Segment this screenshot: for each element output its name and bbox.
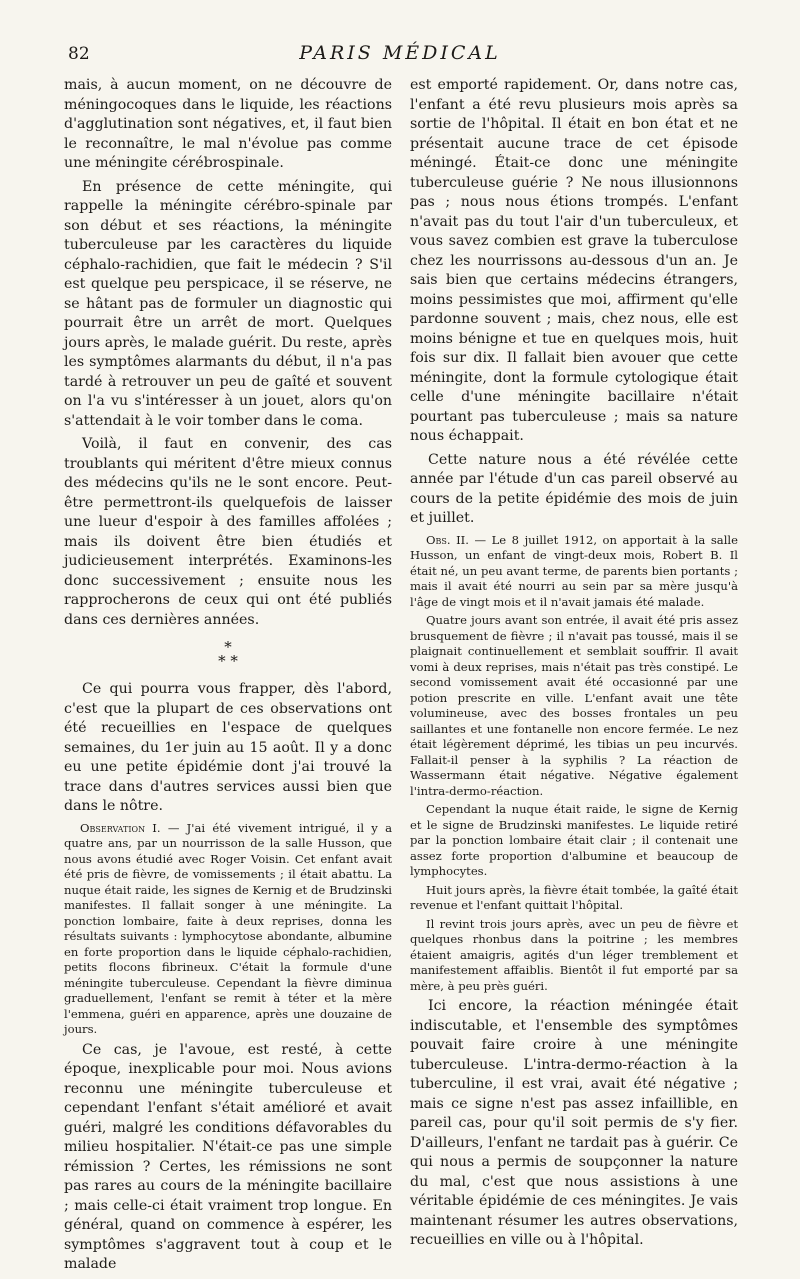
- right-column: [410, 76, 738, 1255]
- observation-paragraph: Cependant la nuque était raide, le signe de Kernig et le signe de Brudzinski manifestes. Le liquide retiré par la ponction lombaire était clair ; il contenait une assez forte proportion d'albumine et beaucoup de lymphocytes.: [410, 802, 738, 878]
- observation-paragraph: Quatre jours avant son entrée, il avait été pris assez brusquement de fièvre ; il n'avait pas toussé, mais il se plaignait continuellement et semblait souffrir. Il avait vomi à deux reprises, mais n'était pas très constipé. Le second vomissement avait été occasionné par une potion prescrite en ville. L'enfant avait une tête volumineuse, avec des bosses frontales un peu saillantes et une fontanelle non encore fermée. Le nez était légèrement déprimé, les tibias un peu incurvés. Fallait-il penser à la syphilis ? La réaction de Wassermann était négative. Négative également l'intra-dermo-réaction.: [410, 613, 738, 798]
- paragraph: Ce cas, je l'avoue, est resté, à cette époque, inexplicable pour moi. Nous avions reconnu une méningite tuberculeuse et cependant l'enfant s'était amélioré et avait guéri, malgré les conditions défavorables du milieu hospitalier. N'était-ce pas une simple rémission ? Certes, les rémissions ne sont pas rares au cours de la méningite bacillaire ; mais celle-ci était vraiment trop longue. En général, quand on commence à espérer, les symptômes s'aggravent tout à coup et le malade: [64, 1041, 392, 1272]
- paragraph: Ce qui pourra vous frapper, dès l'abord, c'est que la plupart de ces observations ont été recueillies en l'espace de quelques semaines, du 1er juin au 15 août. Il y a donc eu une petite épidémie dont j'ai trouvé la trace dans d'autres services aussi bien que dans le nôtre.: [64, 681, 392, 814]
- observation-paragraph: Il revint trois jours après, avec un peu de fièvre et quelques rhonbus dans la poitrine ; les membres étaient amaigris, agités d'un léger tremblement et manifestement affaiblis. Bientôt il fut emporté par sa mère, à peu près guéri.: [410, 916, 738, 993]
- paragraph: Voilà, il faut en convenir, des cas troublants qui méritent d'être mieux connus des médecins qu'ils ne le sont encore. Peut-être permettront-ils quelquefois de laisser une lueur d'espoir à des familles affolées ; mais ils doivent être bien étudiés et judicieusement interprétés. Examinons-les donc successivement ; ensuite nous les rapprocherons de ceux qui ont été publiés dans ces dernières années.: [64, 436, 392, 628]
- separator-stars: * *: [218, 652, 238, 670]
- paragraph: En présence de cette méningite, qui rappelle la méningite cérébro-spinale par son début et ses réactions, la méningite tuberculeuse par les caractères du liquide céphalo-rachidien, que fait le médecin ? S'il est quelque peu perspicace, il se réserve, ne se hâtant pas de formuler un diagnostic qui pourrait être un arrêt de mort. Quelques jours après, le malade guérit. Du reste, après les symptômes alarmants du début, il n'a pas tardé à retrouver un peu de gaîté et souvent on l'a vu s'intéresser à un jouet, alors qu'on s'attendait à le voir tomber dans le coma.: [64, 178, 392, 429]
- observation-text: — Le 8 juillet 1912, on apportait à la salle Husson, un enfant de vingt-deux mois, Robert B. Il était né, un peu avant terme, de parents bien portants ; mais il avait été nourri au sein par sa mère jusqu'à l'âge de vingt mois et il n'avait jamais été malade.: [410, 532, 738, 609]
- observation-2: [410, 533, 738, 611]
- paragraph: est emporté rapidement. Or, dans notre cas, l'enfant a été revu plusieurs mois après sa sortie de l'hôpital. Il était en bon état et ne présentait aucune trace de cet épisode méningé. Était-ce donc une méningite tuberculeuse guérie ? Ne nous illusionnons pas ; nous nous étions trompés. L'enfant n'avait pas du tout l'air d'un tuberculeux, et vous savez combien est grave la tuberculose chez les nourrissons au-dessous d'un an. Je sais bien que certains médecins étrangers, moins pessimistes que moi, affirment qu'elle pardonne souvent ; mais, chez nous, elle est moins bénigne et tue en quelques mois, huit fois sur dix. Il fallait bien avouer que cette méningite, dont la formule cytologique était celle d'une méningite bacillaire n'était pourtant pas tuberculeuse ; mais sa nature nous échappait.: [410, 77, 738, 444]
- paragraph: mais, à aucun moment, on ne découvre de méningocoques dans le liquide, les réactions d'agglutination sont négatives, et, il faut bien le reconnaître, le mal n'évolue pas comme une méningite cérébrospinale.: [64, 77, 392, 171]
- observation-1: [64, 821, 392, 1038]
- observation-text: — J'ai été vivement intrigué, il y a quatre ans, par un nourrisson de la salle Husson, que nous avons étudié avec Roger Voisin. Cet enfant avait été pris de fièvre, de vomissements ; il était abattu. La nuque était raide, les signes de Kernig et de Brudzinski manifestes. Il fallait songer à une méningite. La ponction lombaire, faite à deux reprises, donna les résultats suivants : lymphocytose abondante, albumine en forte proportion dans le liquide céphalo-rachidien, petits flocons fibrineux. C'était la formule d'une méningite tuberculeuse. Cependant la fièvre diminua graduellement, l'enfant se remit à téter et la mère l'emmena, guéri en apparence, après une douzaine de jours.: [64, 820, 392, 1036]
- running-title: PARIS MÉDICAL: [299, 42, 501, 64]
- left-column: [64, 76, 392, 1279]
- paragraph: Cette nature nous a été révélée cette année par l'étude d'un cas pareil observé au cours de la petite épidémie des mois de juin et juillet.: [410, 451, 738, 526]
- observation-label: Observation I.: [80, 820, 161, 835]
- observation-label: Obs. II.: [426, 532, 469, 547]
- separator-star: *: [224, 638, 232, 656]
- paragraph: Ici encore, la réaction méningée était indiscutable, et l'ensemble des symptômes pouvait faire croire à une méningite tuberculeuse. L'intra-dermo-réaction à la tuberculine, il est vrai, avait été négative ; mais ce signe n'est pas assez infaillible, en pareil cas, pour qu'il soit permis de s'y fier. D'ailleurs, l'enfant ne tardait pas à guérir. Ce qui nous a permis de soupçonner la nature du mal, c'est que nous assistions à une véritable épidémie de ces méningites. Je vais maintenant résumer les autres observations, recueillies en ville ou à l'hôpital.: [410, 998, 738, 1248]
- observation-paragraph: Huit jours après, la fièvre était tombée, la gaîté était revenue et l'enfant quittait l'hôpital.: [410, 882, 738, 912]
- section-separator: [64, 640, 392, 668]
- page-number: 82: [68, 44, 90, 64]
